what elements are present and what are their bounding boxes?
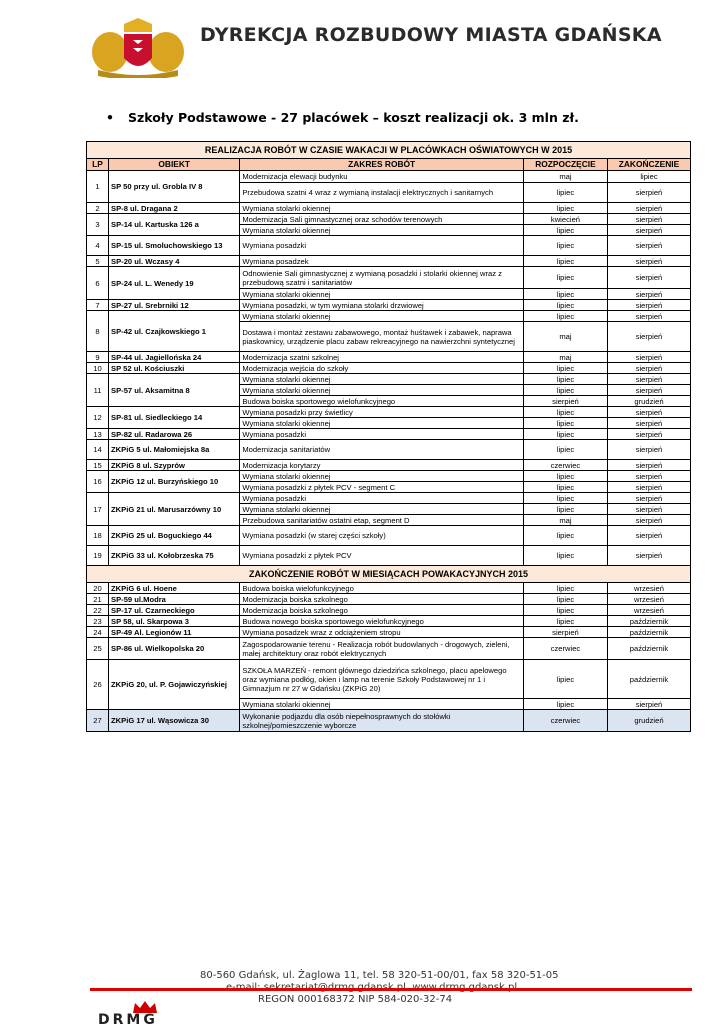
table-row <box>87 583 691 594</box>
cell-lp: 27 <box>87 710 109 732</box>
cell-lp: 19 <box>87 546 109 566</box>
cell-zakonczenie: lipiec <box>607 171 690 183</box>
gdansk-coat-of-arms-icon <box>88 18 188 78</box>
table-row <box>87 352 691 363</box>
table-row <box>87 594 691 605</box>
cell-rozpoczecie: lipiec <box>523 504 607 515</box>
table-row <box>87 256 691 267</box>
cell-zakres: Wymiana stolarki okiennej <box>240 289 524 300</box>
cell-obiekt: ZKPiG 8 ul. Szyprów <box>109 460 240 471</box>
cell-zakres: Modernizacja elewacji budynku <box>240 171 524 183</box>
table-row <box>87 660 691 699</box>
cell-zakres: Modernizacja sanitariatów <box>240 440 524 460</box>
cell-lp: 26 <box>87 660 109 710</box>
cell-rozpoczecie: lipiec <box>523 471 607 482</box>
cell-zakonczenie: sierpień <box>607 460 690 471</box>
cell-lp: 14 <box>87 440 109 460</box>
cell-zakres: Wymiana stolarki okiennej <box>240 203 524 214</box>
cell-zakres: Przebudowa szatni 4 wraz z wymianą instalacji elektrycznych i sanitarnych <box>240 183 524 203</box>
cell-obiekt: ZKPiG 12 ul. Burzyńskiego 10 <box>109 471 240 493</box>
cell-lp: 15 <box>87 460 109 471</box>
cell-zakonczenie: sierpień <box>607 407 690 418</box>
org-title: DYREKCJA ROZBUDOWY MIASTA GDAŃSKA <box>200 24 662 46</box>
cell-zakres: Wykonanie podjazdu dla osób niepełnosprawnych do stołówki szkolnej/pomieszczenie wyborcze <box>240 710 524 732</box>
page-headline <box>106 110 579 125</box>
cell-zakres: Odnowienie Sali gimnastycznej z wymianą posadzki i stolarki okiennej wraz z przebudową szatni i sanitariatów <box>240 267 524 289</box>
cell-zakres: Budowa nowego boiska sportowego wielofunkcyjnego <box>240 616 524 627</box>
cell-zakres: Modernizacja korytarzy <box>240 460 524 471</box>
cell-zakonczenie: sierpień <box>607 256 690 267</box>
cell-lp: 22 <box>87 605 109 616</box>
cell-zakres: Przebudowa sanitariatów ostatni etap, segment D <box>240 515 524 526</box>
cell-zakres: Modernizacja boiska szkolnego <box>240 594 524 605</box>
footer-divider <box>90 988 692 991</box>
cell-obiekt: SP-57 ul. Aksamitna 8 <box>109 374 240 407</box>
cell-obiekt: SP-15 ul. Smoluchowskiego 13 <box>109 236 240 256</box>
cell-rozpoczecie: lipiec <box>523 594 607 605</box>
cell-rozpoczecie: lipiec <box>523 225 607 236</box>
headline-text: Szkoły Podstawowe - 27 placówek – koszt realizacji ok. 3 mln zł. <box>128 110 579 125</box>
table-row <box>87 710 691 732</box>
cell-zakonczenie: wrzesień <box>607 583 690 594</box>
cell-zakres: Zagospodarowanie terenu - Realizacja robót budowlanych - drogowych, zieleni, małej architektury oraz robót elektrycznych <box>240 638 524 660</box>
cell-zakres: Budowa boiska sportowego wielofunkcyjnego <box>240 396 524 407</box>
cell-lp: 4 <box>87 236 109 256</box>
cell-lp: 21 <box>87 594 109 605</box>
table-row <box>87 493 691 504</box>
table-row <box>87 440 691 460</box>
cell-zakres: Wymiana posadzek <box>240 256 524 267</box>
table-row <box>87 171 691 183</box>
cell-rozpoczecie: lipiec <box>523 482 607 493</box>
cell-zakonczenie: sierpień <box>607 471 690 482</box>
cell-rozpoczecie: lipiec <box>523 385 607 396</box>
table-row <box>87 407 691 418</box>
cell-zakres: Dostawa i montaż zestawu zabawowego, montaż huśtawek i zabawek, naprawa piaskownicy, urządzenie placu zabaw rekreacyjnego na nawierzchni syntetycznej <box>240 322 524 352</box>
cell-zakonczenie: sierpień <box>607 267 690 289</box>
section-header-row <box>87 566 691 583</box>
cell-zakres: Wymiana stolarki okiennej <box>240 699 524 710</box>
cell-obiekt: ZKPiG 6 ul. Hoene <box>109 583 240 594</box>
cell-rozpoczecie: lipiec <box>523 267 607 289</box>
cell-zakonczenie: sierpień <box>607 699 690 710</box>
cell-lp: 1 <box>87 171 109 203</box>
cell-rozpoczecie: maj <box>523 171 607 183</box>
cell-zakres: Wymiana stolarki okiennej <box>240 418 524 429</box>
cell-obiekt: ZKPiG 20, ul. P. Gojawiczyńskiej <box>109 660 240 710</box>
table-row <box>87 363 691 374</box>
cell-obiekt: SP 52 ul. Kościuszki <box>109 363 240 374</box>
cell-rozpoczecie: lipiec <box>523 183 607 203</box>
cell-zakonczenie: sierpień <box>607 504 690 515</box>
cell-zakonczenie: sierpień <box>607 352 690 363</box>
cell-rozpoczecie: sierpień <box>523 396 607 407</box>
cell-zakonczenie: grudzień <box>607 710 690 732</box>
cell-lp: 11 <box>87 374 109 407</box>
cell-rozpoczecie: lipiec <box>523 311 607 322</box>
cell-lp: 9 <box>87 352 109 363</box>
cell-rozpoczecie: lipiec <box>523 236 607 256</box>
cell-obiekt: ZKPiG 21 ul. Marusarzówny 10 <box>109 493 240 526</box>
section-title: REALIZACJA ROBÓT W CZASIE WAKACJI W PLACÓWKACH OŚWIATOWYCH W 2015 <box>87 142 691 159</box>
table-row <box>87 429 691 440</box>
cell-rozpoczecie: lipiec <box>523 493 607 504</box>
cell-zakres: SZKOŁA MARZEŃ - remont głównego dziedzińca szkolnego, placu apelowego oraz wymiana podłóg, okien i lamp na terenie Szkoły Podstawowej nr 1 i Gimnazjum nr 27 w Gdańsku (ZKPiG 20) <box>240 660 524 699</box>
cell-lp: 10 <box>87 363 109 374</box>
cell-zakonczenie: sierpień <box>607 385 690 396</box>
cell-lp: 25 <box>87 638 109 660</box>
col-rozpoczecie: ROZPOCZĘCIE <box>523 159 607 171</box>
cell-zakonczenie: sierpień <box>607 311 690 322</box>
cell-rozpoczecie: lipiec <box>523 203 607 214</box>
cell-zakres: Wymiana stolarki okiennej <box>240 311 524 322</box>
page-header <box>0 0 724 80</box>
brand-logo-text: DRMG <box>98 1012 158 1028</box>
cell-zakres: Wymiana posadzki przy świetlicy <box>240 407 524 418</box>
cell-obiekt: SP-42 ul. Czajkowskiego 1 <box>109 311 240 352</box>
table-row <box>87 311 691 322</box>
cell-lp: 17 <box>87 493 109 526</box>
cell-obiekt: SP-86 ul. Wielkopolska 20 <box>109 638 240 660</box>
cell-lp: 20 <box>87 583 109 594</box>
cell-zakres: Wymiana posadzki <box>240 493 524 504</box>
cell-zakonczenie: grudzień <box>607 396 690 407</box>
cell-zakonczenie: wrzesień <box>607 594 690 605</box>
cell-zakonczenie: sierpień <box>607 236 690 256</box>
cell-obiekt: ZKPiG 5 ul. Małomiejska 8a <box>109 440 240 460</box>
cell-zakonczenie: sierpień <box>607 289 690 300</box>
cell-obiekt: SP-8 ul. Dragana 2 <box>109 203 240 214</box>
cell-lp: 2 <box>87 203 109 214</box>
cell-zakres: Wymiana stolarki okiennej <box>240 471 524 482</box>
cell-rozpoczecie: kwiecień <box>523 214 607 225</box>
cell-rozpoczecie: lipiec <box>523 605 607 616</box>
cell-zakonczenie: październik <box>607 627 690 638</box>
cell-zakonczenie: sierpień <box>607 214 690 225</box>
table-row <box>87 627 691 638</box>
cell-lp: 18 <box>87 526 109 546</box>
cell-lp: 23 <box>87 616 109 627</box>
cell-lp: 5 <box>87 256 109 267</box>
cell-zakonczenie: sierpień <box>607 515 690 526</box>
cell-zakonczenie: październik <box>607 660 690 699</box>
cell-obiekt: SP-24 ul. L. Wenedy 19 <box>109 267 240 300</box>
cell-obiekt: SP-14 ul. Kartuska 126 a <box>109 214 240 236</box>
cell-obiekt: SP-49 Al. Legionów 11 <box>109 627 240 638</box>
cell-zakres: Wymiana posadzki (w starej części szkoły) <box>240 526 524 546</box>
footer-address: 80-560 Gdańsk, ul. Żaglowa 11, tel. 58 320-51-00/01, fax 58 320-51-05 <box>200 970 559 981</box>
cell-obiekt: SP-17 ul. Czarneckiego <box>109 605 240 616</box>
cell-rozpoczecie: maj <box>523 515 607 526</box>
cell-zakres: Wymiana posadzki, w tym wymiana stolarki drzwiowej <box>240 300 524 311</box>
table-row <box>87 616 691 627</box>
table-row <box>87 460 691 471</box>
col-zakres: ZAKRES ROBÓT <box>240 159 524 171</box>
bullet: • <box>106 110 114 125</box>
cell-rozpoczecie: czerwiec <box>523 638 607 660</box>
cell-obiekt: ZKPiG 17 ul. Wąsowicza 30 <box>109 710 240 732</box>
table-row <box>87 546 691 566</box>
cell-zakonczenie: sierpień <box>607 418 690 429</box>
cell-zakonczenie: sierpień <box>607 526 690 546</box>
cell-obiekt: ZKPiG 25 ul. Boguckiego 44 <box>109 526 240 546</box>
cell-rozpoczecie: lipiec <box>523 616 607 627</box>
cell-obiekt: SP-59 ul.Modra <box>109 594 240 605</box>
cell-zakres: Wymiana stolarki okiennej <box>240 374 524 385</box>
cell-rozpoczecie: lipiec <box>523 660 607 699</box>
cell-lp: 12 <box>87 407 109 429</box>
cell-rozpoczecie: lipiec <box>523 440 607 460</box>
col-lp: LP <box>87 159 109 171</box>
cell-zakres: Wymiana stolarki okiennej <box>240 385 524 396</box>
col-zakonczenie: ZAKOŃCZENIE <box>607 159 690 171</box>
cell-zakres: Wymiana stolarki okiennej <box>240 504 524 515</box>
cell-rozpoczecie: lipiec <box>523 699 607 710</box>
cell-zakonczenie: sierpień <box>607 363 690 374</box>
cell-zakonczenie: sierpień <box>607 203 690 214</box>
table-row <box>87 526 691 546</box>
footer-regon: REGON 000168372 NIP 584-020-32-74 <box>258 994 453 1005</box>
cell-zakres: Wymiana stolarki okiennej <box>240 225 524 236</box>
cell-zakonczenie: sierpień <box>607 225 690 236</box>
cell-zakonczenie: październik <box>607 616 690 627</box>
cell-zakres: Modernizacja wejścia do szkoły <box>240 363 524 374</box>
cell-lp: 13 <box>87 429 109 440</box>
cell-rozpoczecie: lipiec <box>523 546 607 566</box>
table-row <box>87 605 691 616</box>
cell-lp: 24 <box>87 627 109 638</box>
cell-obiekt: SP 50 przy ul. Grobla IV 8 <box>109 171 240 203</box>
cell-lp: 6 <box>87 267 109 300</box>
cell-rozpoczecie: lipiec <box>523 300 607 311</box>
cell-rozpoczecie: sierpień <box>523 627 607 638</box>
cell-zakonczenie: sierpień <box>607 374 690 385</box>
cell-zakonczenie: sierpień <box>607 493 690 504</box>
cell-rozpoczecie: maj <box>523 322 607 352</box>
cell-zakres: Budowa boiska wielofunkcyjnego <box>240 583 524 594</box>
cell-rozpoczecie: lipiec <box>523 583 607 594</box>
column-header-row <box>87 159 691 171</box>
cell-zakonczenie: sierpień <box>607 429 690 440</box>
cell-obiekt: SP 58, ul. Skarpowa 3 <box>109 616 240 627</box>
table-row <box>87 471 691 482</box>
cell-lp: 16 <box>87 471 109 493</box>
cell-zakres: Wymiana posadzki <box>240 236 524 256</box>
cell-zakonczenie: sierpień <box>607 482 690 493</box>
section-header-row <box>87 142 691 159</box>
cell-rozpoczecie: maj <box>523 352 607 363</box>
cell-zakres: Modernizacja szatni szkolnej <box>240 352 524 363</box>
section-title: ZAKOŃCZENIE ROBÓT W MIESIĄCACH POWAKACYJNYCH 2015 <box>87 566 691 583</box>
cell-zakres: Modernizacja boiska szkolnego <box>240 605 524 616</box>
cell-rozpoczecie: lipiec <box>523 407 607 418</box>
cell-rozpoczecie: lipiec <box>523 526 607 546</box>
works-table <box>86 141 691 732</box>
cell-obiekt: SP-82 ul. Radarowa 26 <box>109 429 240 440</box>
cell-zakonczenie: sierpień <box>607 440 690 460</box>
cell-zakonczenie: październik <box>607 638 690 660</box>
table-row <box>87 214 691 225</box>
table-row <box>87 236 691 256</box>
cell-zakres: Wymiana posadzki <box>240 429 524 440</box>
table-row <box>87 203 691 214</box>
cell-zakonczenie: sierpień <box>607 300 690 311</box>
cell-zakres: Modernizacja Sali gimnastycznej oraz schodów terenowych <box>240 214 524 225</box>
cell-rozpoczecie: lipiec <box>523 256 607 267</box>
cell-rozpoczecie: lipiec <box>523 374 607 385</box>
table-row <box>87 267 691 289</box>
cell-obiekt: SP-20 ul. Wczasy 4 <box>109 256 240 267</box>
cell-obiekt: SP-44 ul. Jagiellońska 24 <box>109 352 240 363</box>
col-obiekt: OBIEKT <box>109 159 240 171</box>
cell-rozpoczecie: lipiec <box>523 418 607 429</box>
cell-rozpoczecie: czerwiec <box>523 710 607 732</box>
cell-zakres: Wymiana posadzki z płytek PCV <box>240 546 524 566</box>
table-row <box>87 638 691 660</box>
cell-zakres: Wymiana posadzki z płytek PCV - segment C <box>240 482 524 493</box>
cell-zakres: Wymiana posadzek wraz z odciążeniem stropu <box>240 627 524 638</box>
cell-obiekt: SP-81 ul. Siedleckiego 14 <box>109 407 240 429</box>
cell-zakonczenie: sierpień <box>607 183 690 203</box>
cell-lp: 7 <box>87 300 109 311</box>
cell-rozpoczecie: lipiec <box>523 363 607 374</box>
cell-zakonczenie: sierpień <box>607 546 690 566</box>
cell-lp: 8 <box>87 311 109 352</box>
cell-rozpoczecie: czerwiec <box>523 460 607 471</box>
cell-rozpoczecie: lipiec <box>523 429 607 440</box>
cell-zakonczenie: wrzesień <box>607 605 690 616</box>
table-row <box>87 300 691 311</box>
cell-obiekt: SP-27 ul. Srebrniki 12 <box>109 300 240 311</box>
cell-rozpoczecie: lipiec <box>523 289 607 300</box>
cell-obiekt: ZKPiG 33 ul. Kołobrzeska 75 <box>109 546 240 566</box>
cell-lp: 3 <box>87 214 109 236</box>
cell-zakonczenie: sierpień <box>607 322 690 352</box>
table-row <box>87 374 691 385</box>
